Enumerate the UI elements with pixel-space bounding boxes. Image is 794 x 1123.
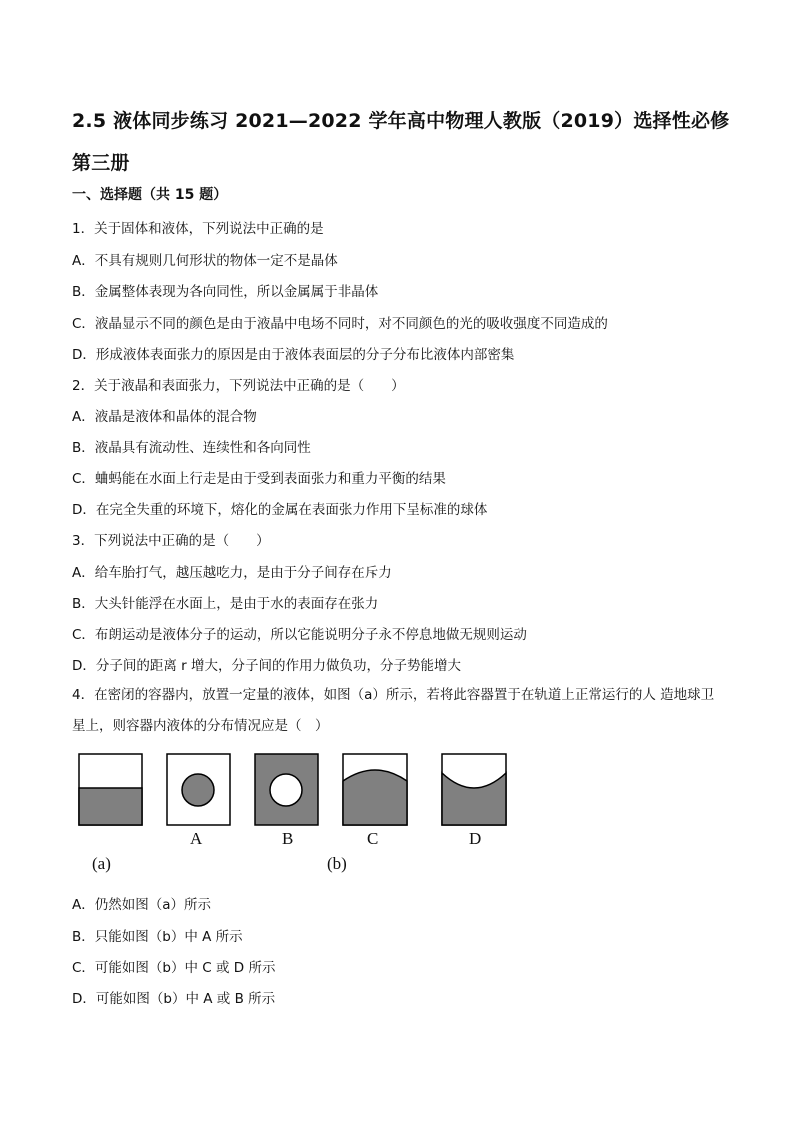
question-4-stem: 4．在密闭的容器内，放置一定量的液体，如图（a）所示，若将此容器置于在轨道上正常运行的人 造地球卫星上，则容器内液体的分布情况应是（ ）: [72, 687, 715, 734]
figure-option-a: [167, 754, 230, 825]
question-1-option-d[interactable]: D．形成液体表面张力的原因是由于液体表面层的分子分布比液体内部密集: [72, 347, 515, 363]
figure-option-b: [255, 754, 318, 825]
question-2-option-a[interactable]: A．液晶是液体和晶体的混合物: [72, 409, 257, 425]
question-1-option-c[interactable]: C．液晶显示不同的颜色是由于液晶中电场不同时，对不同颜色的光的吸收强度不同造成的: [72, 316, 608, 332]
question-3-option-b[interactable]: B．大头针能浮在水面上，是由于水的表面存在张力: [72, 596, 379, 612]
question-4-option-a[interactable]: A．仍然如图（a）所示: [72, 897, 212, 913]
question-3-option-a[interactable]: A．给车胎打气，越压越吃力，是由于分子间存在斥力: [72, 565, 392, 581]
figure-a-liquid: [79, 788, 142, 825]
question-4-option-c[interactable]: C．可能如图（b）中 C 或 D 所示: [72, 960, 276, 976]
figure-label-c: C: [367, 829, 379, 848]
question-2-stem: 2．关于液晶和表面张力，下列说法中正确的是（ ）: [72, 378, 405, 394]
figure-option-b-bubble: [270, 774, 302, 806]
figure-option-a-liquid-sphere: [182, 774, 214, 806]
question-1-stem: 1．关于固体和液体，下列说法中正确的是: [72, 221, 324, 237]
question-1-option-a[interactable]: A．不具有规则几何形状的物体一定不是晶体: [72, 253, 338, 269]
figure-label-b: B: [282, 829, 294, 848]
container-liquid-figure: [72, 745, 522, 875]
question-1-option-b[interactable]: B．金属整体表现为各向同性，所以金属属于非晶体: [72, 284, 379, 300]
question-2-option-c[interactable]: C．蛐蚂能在水面上行走是由于受到表面张力和重力平衡的结果: [72, 471, 446, 487]
section-heading: 一、选择题（共 15 题）: [72, 187, 228, 203]
question-3-option-c[interactable]: C．布朗运动是液体分子的运动，所以它能说明分子永不停息地做无规则运动: [72, 627, 527, 643]
question-2-option-d[interactable]: D．在完全失重的环境下，熔化的金属在表面张力作用下呈标准的球体: [72, 502, 488, 518]
figure-caption-a: (a): [92, 854, 111, 873]
question-4-option-b[interactable]: B．只能如图（b）中 A 所示: [72, 929, 243, 945]
figure-a-container: [79, 754, 142, 825]
figure-caption-b: (b): [327, 854, 347, 873]
figure-option-c-liquid: [343, 770, 407, 825]
question-3-stem: 3．下列说法中正确的是（ ）: [72, 533, 270, 549]
question-2-option-b[interactable]: B．液晶具有流动性、连续性和各向同性: [72, 440, 311, 456]
figure-label-d: D: [469, 829, 482, 848]
question-4-option-d[interactable]: D．可能如图（b）中 A 或 B 所示: [72, 991, 276, 1007]
document-title: 2.5 液体同步练习 2021—2022 学年高中物理人教版（2019）选择性必修第三册: [72, 110, 730, 174]
figure-option-d: [442, 754, 506, 825]
question-3-option-d[interactable]: D．分子间的距离 r 增大，分子间的作用力做负功，分子势能增大: [72, 658, 462, 674]
figure-label-a: A: [190, 829, 203, 848]
figure-option-c: [343, 754, 407, 825]
